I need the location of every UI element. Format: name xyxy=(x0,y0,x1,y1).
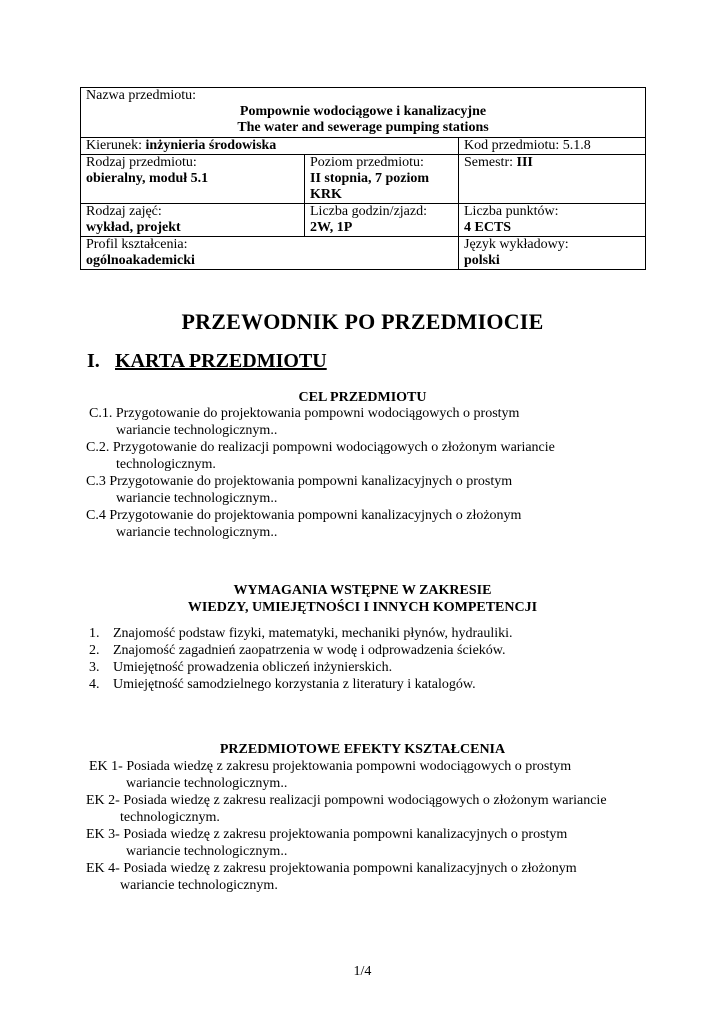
wymagania-item-4: 4. Umiejętność samodzielnego korzystania z literatury i katalogów. xyxy=(89,677,476,692)
poziom-cell xyxy=(305,155,459,204)
semestr-label: Semestr: xyxy=(464,155,517,170)
efekty-item-3-line2: wariancie technologicznym.. xyxy=(126,844,288,859)
efekty-item-2-line1: EK 2- Posiada wiedzę z zakresu realizacji pompowni wodociągowych o złożonym wariancie xyxy=(86,793,607,808)
cel-heading: CEL PRZEDMIOTU xyxy=(298,390,427,405)
rodzaj-przedmiotu-label: Rodzaj przedmiotu: xyxy=(86,155,197,170)
rodzaj-przedmiotu-cell xyxy=(81,155,305,204)
kierunek-cell xyxy=(81,138,459,155)
poziom-value-2: KRK xyxy=(310,187,342,202)
wymagania-item-3: 3. Umiejętność prowadzenia obliczeń inżynierskich. xyxy=(89,660,393,675)
jezyk-label: Język wykładowy: xyxy=(464,237,569,252)
main-title: PRZEWODNIK PO PRZEDMIOCIE xyxy=(181,309,544,334)
jezyk-value: polski xyxy=(464,253,500,268)
efekty-item-4-line2: wariancie technologicznym. xyxy=(120,878,278,893)
wymagania-item-1: 1. Znajomość podstaw fizyki, matematyki, mechaniki płynów, hydrauliki. xyxy=(89,626,513,641)
course-name-pl: Pompownie wodociągowe i kanalizacyjne xyxy=(239,104,487,119)
liczba-punktow-value: 4 ECTS xyxy=(464,220,512,235)
cel-item-2-line1: C.2. Przygotowanie do realizacji pompowni wodociągowych o złożonym wariancie xyxy=(86,440,555,455)
rodzaj-zajec-label: Rodzaj zajęć: xyxy=(86,204,162,219)
wymagania-item-2: 2. Znajomość zagadnień zaopatrzenia w wodę i odprowadzenia ścieków. xyxy=(89,643,506,658)
jezyk-cell xyxy=(459,237,646,270)
efekty-item-3-line1: EK 3- Posiada wiedzę z zakresu projektowania pompowni kanalizacyjnych o prostym xyxy=(86,827,568,842)
cel-item-3-line2: wariancie technologicznym.. xyxy=(116,491,278,506)
liczba-punktow-cell xyxy=(459,204,646,237)
liczba-punktow-label: Liczba punktów: xyxy=(464,204,559,219)
cel-item-2-line2: technologicznym. xyxy=(116,457,216,472)
semestr-value: III xyxy=(516,155,533,170)
rodzaj-przedmiotu-value: obieralny, moduł 5.1 xyxy=(86,171,209,186)
kierunek-label: Kierunek: xyxy=(86,138,146,153)
profil-label: Profil kształcenia: xyxy=(86,237,188,252)
liczba-godzin-label: Liczba godzin/zjazd: xyxy=(310,204,427,219)
efekty-heading: PRZEDMIOTOWE EFEKTY KSZTAŁCENIA xyxy=(219,742,506,757)
page-number: 1/4 xyxy=(353,964,372,979)
course-name-en: The water and sewerage pumping stations xyxy=(237,120,489,135)
poziom-label: Poziom przedmiotu: xyxy=(310,155,424,170)
efekty-item-4-line1: EK 4- Posiada wiedzę z zakresu projektowania pompowni kanalizacyjnych o złożonym xyxy=(86,861,577,876)
section-title-text: KARTA PRZEDMIOTU xyxy=(115,350,327,372)
cel-item-1-line1: C.1. Przygotowanie do projektowania pompowni wodociągowych o prostym xyxy=(89,406,520,421)
efekty-item-1-line1: EK 1- Posiada wiedzę z zakresu projektowania pompowni wodociągowych o prostym xyxy=(89,759,572,774)
kod-cell: Kod przedmiotu: 5.1.8 xyxy=(459,138,646,155)
course-name-label: Nazwa przedmiotu: xyxy=(86,88,197,103)
rodzaj-zajec-cell xyxy=(81,204,305,237)
efekty-item-2-line2: technologicznym. xyxy=(120,810,220,825)
section-number: I. xyxy=(87,350,100,372)
wymagania-heading-1: WYMAGANIA WSTĘPNE W ZAKRESIE xyxy=(233,583,492,598)
section-title xyxy=(87,350,327,373)
rodzaj-zajec-value: wykład, projekt xyxy=(86,220,181,235)
cel-item-4-line2: wariancie technologicznym.. xyxy=(116,525,278,540)
liczba-godzin-cell xyxy=(305,204,459,237)
poziom-value-1: II stopnia, 7 poziom xyxy=(310,171,430,186)
profil-cell xyxy=(81,237,459,270)
cel-item-3-line1: C.3 Przygotowanie do projektowania pompowni kanalizacyjnych o prostym xyxy=(86,474,513,489)
cel-item-4-line1: C.4 Przygotowanie do projektowania pompowni kanalizacyjnych o złożonym xyxy=(86,508,522,523)
semestr-cell xyxy=(459,155,646,204)
wymagania-heading-2: WIEDZY, UMIEJĘTNOŚCI I INNYCH KOMPETENCJI xyxy=(187,600,538,615)
liczba-godzin-value: 2W, 1P xyxy=(310,220,353,235)
profil-value: ogólnoakademicki xyxy=(86,253,195,268)
kierunek-value: inżynieria środowiska xyxy=(145,138,277,153)
cel-item-1-line2: wariancie technologicznym.. xyxy=(116,423,278,438)
efekty-item-1-line2: wariancie technologicznym.. xyxy=(126,776,288,791)
course-info-table xyxy=(80,87,646,270)
course-name-cell xyxy=(81,88,646,138)
